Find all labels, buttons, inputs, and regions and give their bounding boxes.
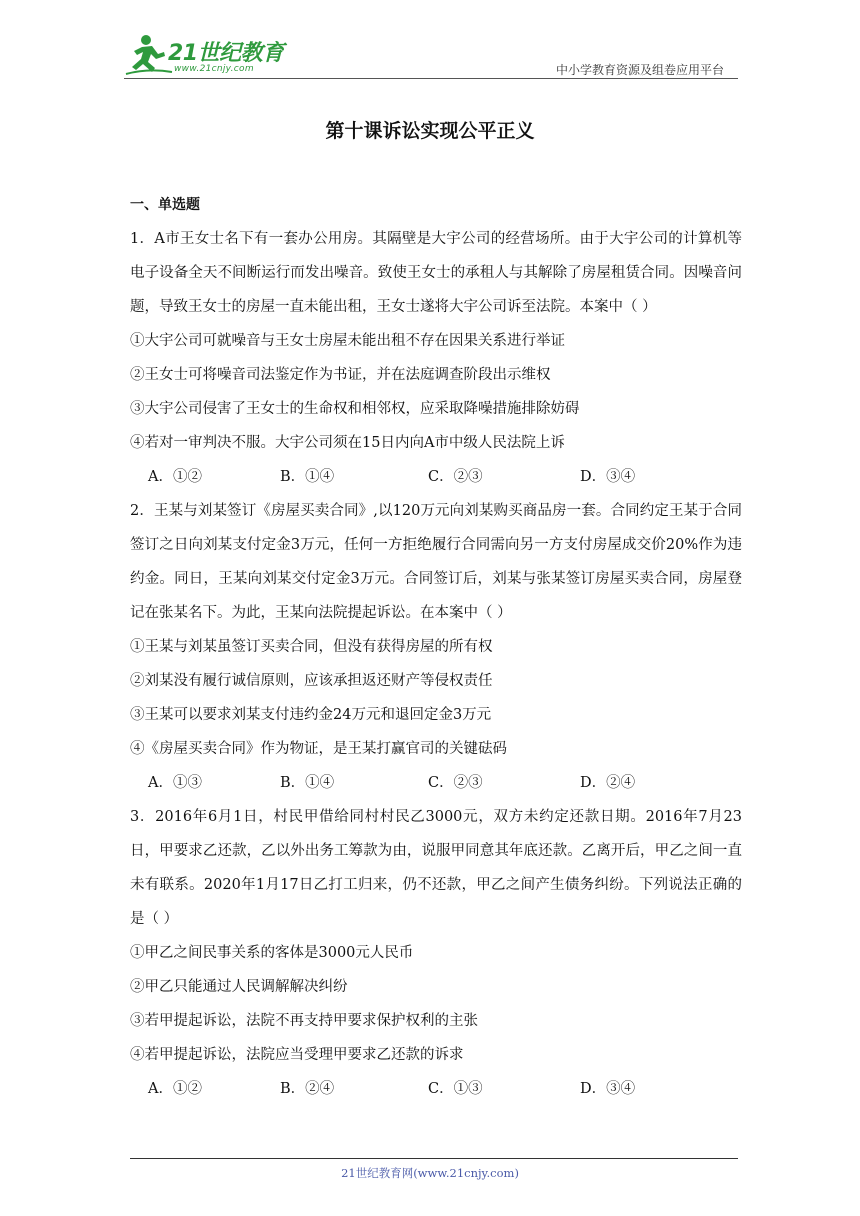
document-body: [130, 190, 742, 1106]
choice-b: B．①④: [280, 775, 335, 791]
question-3: [130, 800, 742, 1106]
choice-a: A．①②: [148, 1081, 202, 1097]
statement-item: ②甲乙只能通过人民调解解决纠纷: [130, 979, 348, 995]
choice-c: C．②③: [428, 775, 483, 791]
platform-name: 中小学教育资源及组卷应用平台: [555, 63, 724, 77]
footer-divider: [130, 1158, 738, 1159]
choice-b: B．①④: [280, 469, 335, 485]
statement-item: ④若甲提起诉讼，法院应当受理甲要求乙还款的诉求: [130, 1047, 464, 1063]
question-stem: 2．王某与刘某签订《房屋买卖合同》,以120万元向刘某购买商品房一套。合同约定王某于合同签订之日向刘某支付定金3万元，任何一方拒绝履行合同需向另一方支付房屋成交价20%作为违约金。同日，王某向刘某交付定金3万元。合同签订后，刘某与张某签订房屋买卖合同，房屋登记在张某名下。为此，王某向法院提起诉讼。在本案中（ ）: [130, 503, 742, 621]
choice-d: D．②④: [580, 775, 636, 791]
section-heading: 一、单选题: [130, 197, 200, 213]
choice-c: C．①③: [428, 1081, 483, 1097]
choice-d: D．③④: [580, 1081, 636, 1097]
question-stem: 3．2016年6月1日，村民甲借给同村村民乙3000元，双方未约定还款日期。2016年7月23日，甲要求乙还款，乙以外出务工筹款为由，说服甲同意其年底还款。乙离开后，甲乙之间一直未有联系。2020年1月17日乙打工归来，仍不还款，甲乙之间产生债务纠纷。下列说法正确的是（ ）: [130, 809, 742, 927]
statement-item: ①甲乙之间民事关系的客体是3000元人民币: [130, 945, 414, 961]
runner-logo-icon: [124, 32, 174, 78]
choice-b: B．②④: [280, 1081, 335, 1097]
choice-a: A．①②: [148, 469, 202, 485]
statement-item: ③王某可以要求刘某支付违约金24万元和退回定金3万元: [130, 707, 492, 723]
statement-item: ④若对一审判决不服。大宇公司须在15日内向A市中级人民法院上诉: [130, 435, 565, 451]
choice-a: A．①③: [148, 775, 202, 791]
page-footer: 21世纪教育网(www.21cnjy.com): [341, 1166, 519, 1180]
choice-d: D．③④: [580, 469, 636, 485]
answer-choices: [130, 1072, 742, 1106]
choice-c: C．②③: [428, 469, 483, 485]
page-header: [124, 32, 738, 80]
logo-url: www.21cnjy.com: [174, 64, 254, 74]
statement-item: ①大宇公司可就噪音与王女士房屋未能出租不存在因果关系进行举证: [130, 333, 565, 349]
logo-text: 21世纪教育: [168, 41, 284, 66]
answer-choices: [130, 460, 742, 494]
statement-item: ①王某与刘某虽签订买卖合同，但没有获得房屋的所有权: [130, 639, 493, 655]
statement-item: ③若甲提起诉讼，法院不再支持甲要求保护权利的主张: [130, 1013, 478, 1029]
logo: [124, 32, 294, 78]
question-stem: 1．A市王女士名下有一套办公用房。其隔壁是大宇公司的经营场所。由于大宇公司的计算机等电子设备全天不间断运行而发出噪音。致使王女士的承租人与其解除了房屋租赁合同。因噪音问题，导致王女士的房屋一直未能出租，王女士遂将大宇公司诉至法院。本案中（ ）: [130, 231, 742, 315]
answer-choices: [130, 766, 742, 800]
page-title: 第十课诉讼实现公平正义: [325, 120, 535, 142]
statement-item: ③大宇公司侵害了王女士的生命权和相邻权，应采取降噪措施排除妨碍: [130, 401, 580, 417]
header-divider: [124, 78, 738, 79]
statement-item: ④《房屋买卖合同》作为物证，是王某打赢官司的关键砝码: [130, 741, 507, 757]
statement-item: ②刘某没有履行诚信原则，应该承担返还财产等侵权责任: [130, 673, 493, 689]
question-2: [130, 494, 742, 800]
statement-item: ②王女士可将噪音司法鉴定作为书证，并在法庭调查阶段出示维权: [130, 367, 551, 383]
question-1: [130, 222, 742, 494]
